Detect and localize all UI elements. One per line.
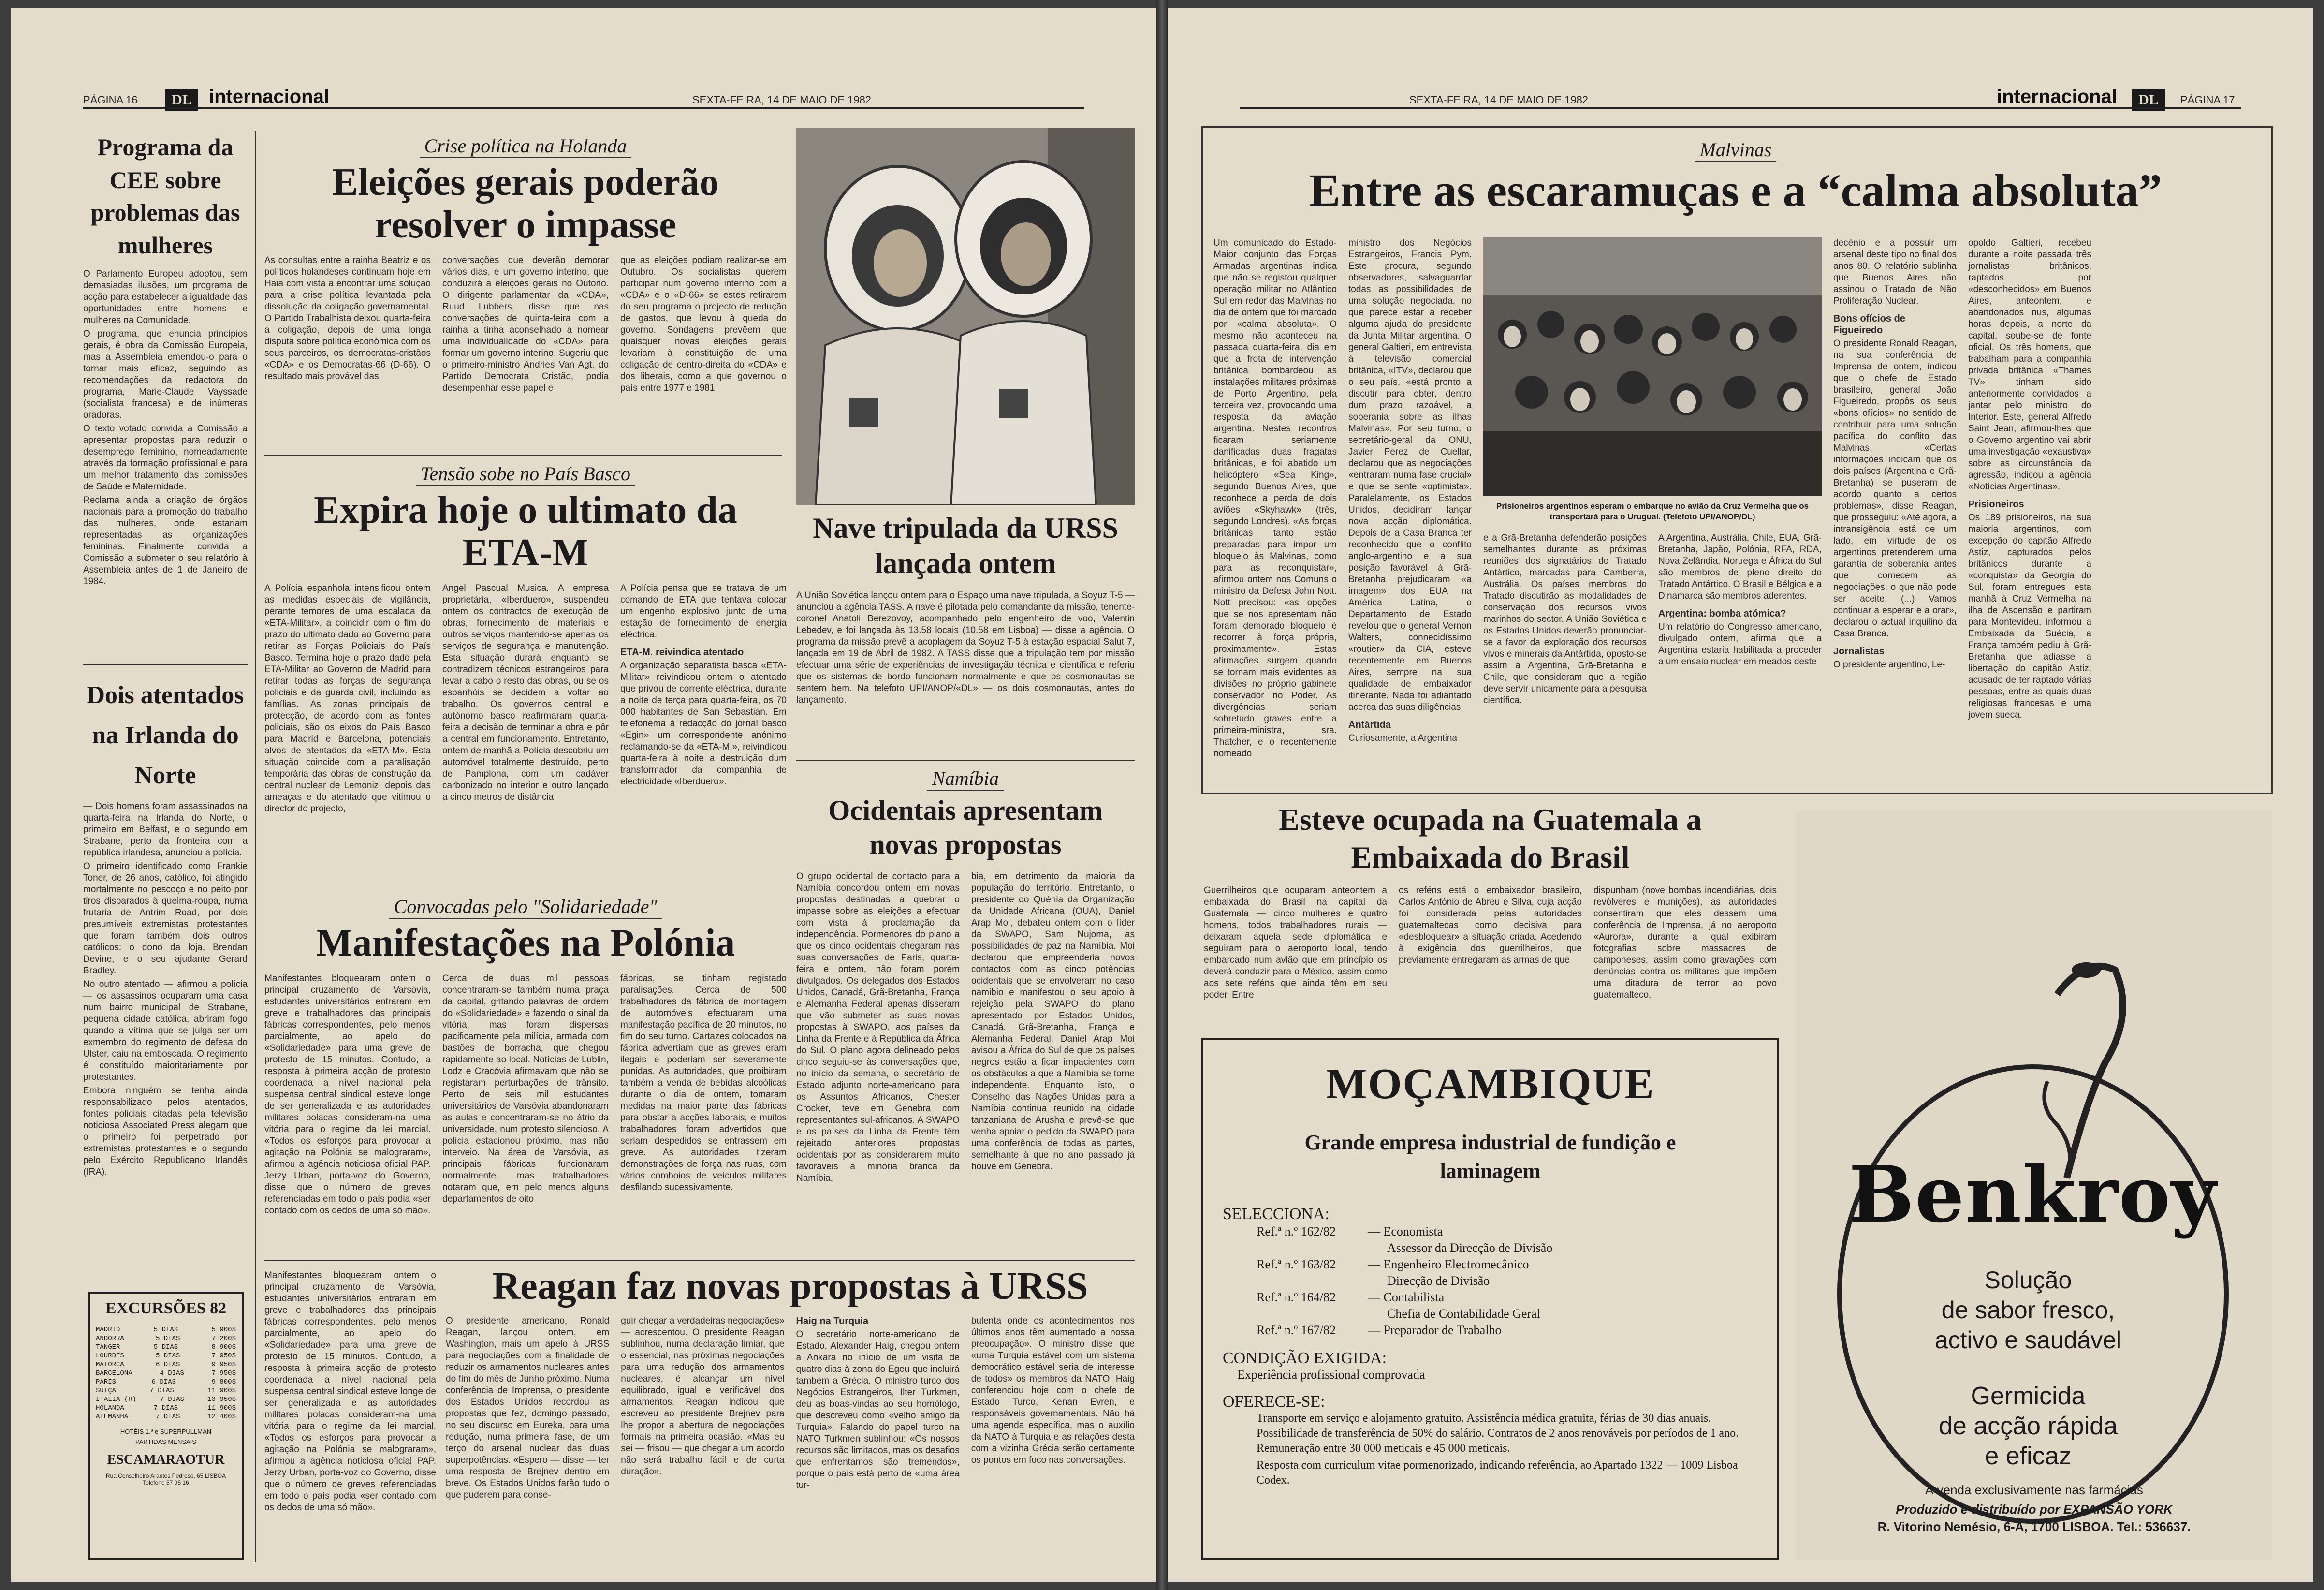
benkroy-producer: Produzido e distribuído por EXPANSÃO YORK <box>1896 1502 2173 1516</box>
job-role: Assessor da Direcção de Divisão <box>1387 1240 1553 1255</box>
excursion-dest: PARIS <box>96 1378 117 1386</box>
article-polonia <box>264 895 787 1244</box>
right-page-header <box>1168 79 2313 108</box>
excursion-price: 8 900$ <box>211 1343 236 1351</box>
left-page <box>11 8 1156 1582</box>
benkroy-claims: Germicida de acção rápida e eficaz <box>1938 1382 2118 1470</box>
excursion-price: 5 900$ <box>211 1326 236 1334</box>
hotels-note: HOTÉIS 1.ª e SUPERPULLMAN <box>120 1428 212 1435</box>
oferece-label: OFERECE-SE: <box>1223 1392 1325 1411</box>
excursion-price: 13 950$ <box>207 1396 236 1403</box>
excursion-days: 4 DIAS <box>160 1369 184 1377</box>
job-role: — Engenheiro Electromecânico <box>1368 1257 1529 1271</box>
excursion-dest: MADRID <box>96 1326 120 1334</box>
article-headline: Nave tripulada da URSS lançada ontem <box>813 512 1118 580</box>
excursion-days: 6 DIAS <box>155 1361 180 1369</box>
column-rule <box>255 131 256 1562</box>
excursion-row <box>96 1378 236 1386</box>
article-headline: Programa da CEE sobre problemas das mulheres <box>90 133 240 259</box>
article-cee <box>83 131 248 588</box>
article-kicker: Tensão sobe no País Basco <box>416 462 635 486</box>
job-role: Direcção de Divisão <box>1387 1273 1490 1288</box>
excursion-row <box>96 1386 236 1395</box>
benkroy-brand: Benkroy <box>1848 1149 2218 1240</box>
header-rule <box>83 107 1084 109</box>
job-row <box>1257 1322 1758 1339</box>
excursion-price: 11 900$ <box>207 1387 236 1395</box>
article-subhead: Prisioneiros <box>1968 499 2024 510</box>
article-body: A Polícia espanhola intensificou ontem as medidas especiais de vigilância, perante temores de uma escalada da «ETA-Militar», a coincidir com o fim do prazo do ultimato dado ao Governo para retirar as Forças Policiais do País Basco. Termina hoje o prazo dado pela ETA-Militar ao Governo de Madrid para retirar todas as forças de segurança policiais e da guarda civil, incluindo as famílias. As zonas principais de protecção, de acordo com as fontes policiais, são os eixos do País Basco para Madrid e Barcelona, potenciais alvos de atentados da «ETA-M». Esta situação coincide com a paralisação temporária das obras de construção da central nuclear de Lemoniz, depois das ameaças e do atentado que vitimou o director do projecto, Angel Pascual Musica. A empresa proprietária, «Iberduero», suspendeu ontem os contractos de execução de obras, fornecimento de materiais e outros serviços mantendo-se apenas os serviços de segurança e manutenção. Esta situação durará enquanto se contradizem técnicos estrangeiros para levar a cabo o resto das obras, ou se os espanhóis se decidem a voltar ao trabalho. Os governos central e autónomo basco reafirmaram quarta-feira a decisão de terminar a obra e pôr a central em funcionamento. Entretanto, ontem de manhã a Polícia descobriu um automóvel totalmente destruído, perto de Pamplona, com um cadáver carbonizado no interior e outro lançado a cinco metros de distância. A Polícia pensa que se tratava de um comando de ETA que tentava colocar um engenho explosivo junto de uma estação de fornecimento de energia eléctrica. ETA-M. reivindica atentado A organização separatista basca «ETA-Militar» reivindicou ontem o atentado que privou de corrente eléctrica, durante a noite de terça para quarta-feira, os 70 000 habitantes de San Sebastian. Em telefonema à redacção do jornal basco «Egin» um correspondente anónimo reclamando-se da «ETA-M.», reivindicou quarta-feira à noite a destruição dum transformador da companhia de electricidade «Iberduero». <box>264 583 787 814</box>
newspaper-logo-icon: DL <box>165 89 198 111</box>
article-body: Guerrilheiros que ocuparam anteontem a embaixada do Brasil na capital da Guatemala — cinco mulheres e quatro homens, todos trabalhadores rurais — deixaram aquela sede diplomática e seguiram para o aeroporto local, tendo embarcado num avião que em princípio os deverá conduzir para o México, assim como aos sete reféns que ainda têm em seu poder. Entre os reféns está o embaixador brasileiro, Carlos António de Abreu e Silva, cuja acção foi considerada pelas autoridades guatemaltecas como decisiva para «desbloquear» a situação criada. Acedendo à exigência dos guerrilheiros, que previamente entregaram as armas de que dispunham (nove bombas incendiárias, dois revólveres e munições), as autoridades consentiram que eles dessem uma conferência de Imprensa, já no aeroporto «Aurora», durante a qual exibiram fotografias sobre massacres de camponeses, assim como gravações com denúncias contra os militares que impõem uma ditadura de terror ao povo guatemalteco. <box>1204 885 1777 1001</box>
job-reference: Ref.ª n.º 162/82 <box>1257 1224 1336 1238</box>
advert-subtitle: Grande empresa industrial de fundição e laminagem <box>1304 1131 1676 1183</box>
article-headline: Ocidentais apresentam novas propostas <box>828 795 1103 860</box>
excursion-price: 12 400$ <box>207 1413 236 1421</box>
article-eta <box>264 462 787 873</box>
excursion-row <box>96 1352 236 1360</box>
condicao-label: CONDIÇÃO EXIGIDA: <box>1223 1349 1387 1367</box>
article-subhead: Antártida <box>1348 720 1391 730</box>
article-subhead: Haig na Turquia <box>796 1316 869 1326</box>
article-nave <box>796 511 1135 750</box>
resposta-text: Resposta com curriculum vitae pormenorizado, indicando referência, ao Apartado 1322 — 1009 Lisboa Codex. <box>1257 1458 1738 1487</box>
benkroy-advert <box>1796 810 2272 1560</box>
article-subhead: Bons ofícios de Figueiredo <box>1833 313 1905 336</box>
excursion-dest: TANGER <box>96 1343 120 1351</box>
article-headline: Eleições gerais poderão resolver o impasse <box>332 161 719 246</box>
article-holanda <box>264 134 787 443</box>
article-body: — Dois homens foram assassinados na quarta-feira na Irlanda do Norte, o primeiro em Belfast, e o segundo em Strabane, perto da fronteira com a república irlandesa, anunciou a polícia. O primeiro identificado como Frankie Toner, de 26 anos, católico, foi atingido mortalmente no pescoço e no peito por tiros disparados à queima-roupa, numa frutaria de Antrim Road, por dois presumíveis extremistas protestantes que foram também dois outros católicos: o dono da loja, Brendan Devine, e o seu ajudante Gerard Bradley. No outro atentado — afirmou a polícia — os assassinos ocuparam uma casa num bairro municipal de Strabane, pequena cidade católica, abriram fogo quando a vítima que se julga ser um exmembro do regimento de defesa do Ulster, caiu na emboscada. O regimento é constituído maioritariamente por protestantes. Embora ninguém se tenha ainda responsabilizado pelos atentados, fontes policiais citadas pela televisão noticiosa Associated Press alegam que o primeiro foi perpetrado por extremistas protestantes e o segundo pelo Exército Republicano Irlandês (IRA). <box>83 801 248 1177</box>
benkroy-sale-note: À venda exclusivamente nas farmácias <box>1925 1483 2143 1497</box>
article-headline: Dois atentados na Irlanda do Norte <box>87 681 244 790</box>
excursion-row <box>96 1413 236 1421</box>
job-reference: Ref.ª n.º 167/82 <box>1257 1323 1336 1337</box>
page-number: PÁGINA 16 <box>83 94 138 106</box>
divider <box>796 760 1135 761</box>
excursion-dest: MAIORCA <box>96 1361 124 1369</box>
excursion-price: 11 900$ <box>207 1404 236 1412</box>
excursion-days: 7 DIAS <box>149 1387 174 1395</box>
article-polonia-continued: Manifestantes bloquearam ontem o principal cruzamento de Varsóvia, estudantes universitários entraram em greve e trabalhadores das principais fábricas correspondentes, pelo menos parcialmente, ao apelo do «Solidariedade» para uma greve de protesto de 15 minutos. Contudo, a resposta à primeira acção de protesto coordenada a nível nacional pela suspensa central sindical esteve longe de ser generalizada e as autoridades militares polacas consideram-na uma vitória para o regime da lei marcial. «Todos os esforços para provocar a agitação na Polónia se malograram», afirmou a agência noticiosa oficial PAP. Jerzy Urban, porta-voz do Governo, disse que o número de greves referenciadas em todo o país podia «ser contado com os dedos de uma só mão». <box>264 1270 436 1513</box>
excursion-dest: ANDORRA <box>96 1335 124 1342</box>
advert-title: MOÇAMBIQUE <box>1326 1060 1655 1108</box>
job-reference: Ref.ª n.º 164/82 <box>1257 1290 1336 1304</box>
divider <box>83 664 248 665</box>
header-rule <box>1240 107 2241 109</box>
condicao-text: Experiência profissional comprovada <box>1237 1367 1425 1382</box>
article-reagan <box>446 1265 1135 1557</box>
job-reference <box>1257 1306 1368 1322</box>
job-row <box>1257 1256 1758 1273</box>
excursion-days: 7 DIAS <box>155 1413 180 1421</box>
excursion-row <box>96 1325 236 1334</box>
section-title: internacional <box>1997 86 2117 107</box>
job-row <box>1257 1306 1758 1322</box>
article-headline: Esteve ocupada na Guatemala a Embaixada do Brasil <box>1279 802 1702 875</box>
excursion-dest: LOURDES <box>96 1352 124 1360</box>
left-page-header <box>11 79 1156 108</box>
prisoners-illustration <box>1483 237 1822 496</box>
section-title: internacional <box>209 86 329 107</box>
excursion-list <box>96 1325 236 1421</box>
job-role: — Preparador de Trabalho <box>1368 1323 1502 1337</box>
excursion-days: 5 DIAS <box>153 1343 178 1351</box>
cosmonauts-illustration <box>796 128 1135 505</box>
excursion-price: 7 950$ <box>211 1352 236 1360</box>
agency-logo: ESCAMARAOTUR <box>107 1452 225 1467</box>
issue-date: SEXTA-FEIRA, 14 DE MAIO DE 1982 <box>1409 94 1589 106</box>
excursion-row <box>96 1360 236 1369</box>
photo-caption: Prisioneiros argentinos esperam o embarque no avião da Cruz Vermelha que os transportará para o Uruguai. (Telefoto UPI/ANOP/DL) <box>1496 501 1809 521</box>
excursion-price: 9 950$ <box>211 1361 236 1369</box>
partidas-note: PARTIDAS MENSAIS <box>135 1438 196 1445</box>
excursion-price: 9 800$ <box>211 1378 236 1386</box>
mocambique-advert <box>1201 1038 1779 1560</box>
malvinas-columns: Um comunicado do Estado-Maior conjunto das Forças Armadas argentinas indica que não se registou qualquer operação militar no Atlântico Sul em redor das Malvinas no dia de ontem que foi marcado por «calma absoluta». O mesmo não aconteceu na passada quarta-feira, dia em que a frota de intervenção britânica bombardeou as instalações militares próximas de Porto Argentino, pela terceira vez, provocando uma resposta da aviação argentina. Nestes recontros ficaram seriamente danificadas duas fragatas britânicas, e foi abatido um helicóptero «Sea King», segundo Buenos Aires, que reconhece a perda de dois aviões «Skyhawk» (três, segundo Londres). «As forças britânicas tanto estão preparadas para impor um bloqueio às Malvinas, como para as reconquistar», afirmou ontem nos Comuns o ministro da Defesa John Nott. Nott precisou: «as opções que se nos apresentam não foram demorado bloqueio é recorrer à força própria, proximamente». Estas afirmações surgem quando se tornam mais evidentes as divisões no próprio gabinete conservador no Poder. As divergências seriam sobretudo graves entre a primeira-ministra, sra. Thatcher, e o recentemente nomeado ministro dos Negócios Estrangeiros, Francis Pym. Este procura, segundo observadores, salvaguardar todas as possibilidades de uma solução negociada, no que parece estar a receber alguma ajuda do presidente da Junta Militar argentina. O general Galtieri, em entrevista à televisão comercial britânica, «ITV», declarou que o seu país, «está pronto a discutir para obter, dentro dum prazo razoável, a soberania sobre as ilhas Malvinas». Por seu turno, o secretário-geral da ONU, Javier Perez de Cuellar, declarou que as negociações «entraram numa fase crucial» e que se sente «optimista». Paralelamente, os Estados Unidos, decidiram lançar nova acção diplomática. Depois de a Casa Branca ter reconhecido que o conflito anglo-argentino e a sua posição favorável à Grã-Bretanha prejudicaram «a imagem» dos EUA na América Latina, o Departamento de Estado revelou que o general Vernon Walters, connecidíssimo «routier» da CIA, esteve recentemente em Buenos Aires, sempre na sua qualidade de embaixador itinerante. Nada foi adiantado acerca das suas diligências. Antártida Curiosamente, a Argentina Prisioneiros argentinos esperam o embarque no avião da Cruz Vermelha que os transportará para o Uruguai. (Telefoto UPI/ANOP/DL) e a Grã-Bretanha defenderão posições semelhantes durante as próximas reuniões dos signatários do Tratado Antártico, marcadas para Camberra, Austrália. Os países membros do Tratado discutirão as modalidades de conservação dos recursos vivos marinhos do sector. A União Soviética e os Estados Unidos deverão pronunciar-se a favor da exploração dos recursos vivos e minerais da Antártida, oposto-se assim a Argentina, Grã-Bretanha e Chile, que consideram que a região deve servir unicamente para a pesquisa científica. A Argentina, Austrália, Chile, EUA, Grã-Bretanha, Japão, Polónia, RFA, RDA, Nova Zelândia, Noruega e África do Sul são membros de pleno direito do Tratado Antártico. O Brasil e Bélgica e a Dinamarca são membros aderentes. Argentina: bomba atómica? Um relatório do Congresso americano, divulgado ontem, afirma que a Argentina estaria habilitada a proceder a um ensaio nuclear em meados deste decénio e a possuir um arsenal deste tipo no final dos anos 80. O relatório sublinha que Buenos Aires não assinou o Tratado de Não Proliferação Nuclear. Bons ofícios de Figueiredo O presidente Ronald Reagan, na sua conferência de Imprensa de ontem, indicou que o chefe de Estado brasileiro, general João Figueiredo, propôs os seus «bons ofícios» no sentido de contribuir para uma solução pacífica do conflito das Malvinas. «Certas informações indicam que os dois países (Argentina e Grã-Bretanha) se puseram de acordo quanto a certos problemas», disse Reagan, que prosseguiu: «Até agora, a intransigência está de um lado, em virtude de os argentinos pretenderem uma garantia de soberania antes que comecem as negociações, o que não pode ser aceite. (...) Vamos continuar a esperar e a orar», declarou o actual inquilino da Casa Branca. Jornalistas O presidente argentino, Le- opoldo Galtieri, recebeu durante a noite passada três jornalistas britânicos, raptados por «desconhecidos» em Buenos Aires, anteontem, e abandonados nus, algumas horas depois, a norte da capital, soube-se de fonte oficial. Os três homens, que trabalham para a companhia privada britânica «Thames TV» tinham sido anteriormente convidados a jantar pelo ministro do Interior. Este, general Alfredo Saint Jean, afirmou-lhes que o Governo argentino vai abrir uma investigação «exaustiva» sobre as circunstância da agressão, indicou a agência «Notícias Argentinas». Prisioneiros Os 189 prisioneiros, na sua maioria argentinos, com excepção do capitão Alfredo Astiz, capturados pelos britânicos durante a «conquista» da Georgia do Sul, foram entregues esta manhã à Cruz Vermelha na ilha de Ascensão e partiram para Montevideu, informou a Embaixada da Suécia, a França também pediu à Grã-Bretanha que adiasse a libertação do capitão Astiz, acusado de ter raptado várias pessoas, entre as quais duas religiosas francesas e uma jovem sueca. <box>1213 238 2091 759</box>
article-kicker: Crise política na Holanda <box>420 134 632 158</box>
issue-date: SEXTA-FEIRA, 14 DE MAIO DE 1982 <box>692 94 872 106</box>
benkroy-address: R. Vitorino Nemésio, 6-A, 1700 LISBOA. Tel.: 536637. <box>1877 1519 2191 1534</box>
article-body: O Parlamento Europeu adoptou, sem demasiadas ilusões, um programa de acção para estabelecer a igualdade das oportunidades entre homens e mulheres na Comunidade. O programa, que enuncia princípios gerais, é obra da Comissão Europeia, mas a Assembleia emendou-o para o tornar mais eficaz, seguindo as recomendações da redactora do programa, Marie-Claude Vayssade (socialista francesa) e de inúmeras oradoras. O texto votado convida a Comissão a apresentar propostas para reduzir o desemprego feminino, nomeadamente através da formação profissional e para um melhor tratamento das comissões de Saúde e Maternidade. Reclama ainda a criação de órgãos nacionais para a promoção do trabalho das mulheres, onde estariam representadas as organizações femininas. Finalmente convida a Comissão a submeter o seu relatório à Assembleia antes de 1 de Janeiro de 1984. <box>83 269 248 587</box>
agency-address: Rua Conselheiro Arantes Pedroso, 65 LISBOA Telefone 57 95 16 <box>105 1472 226 1486</box>
article-subhead: ETA-M. reivindica atentado <box>620 647 744 658</box>
job-role: Chefia de Contabilidade Geral <box>1387 1306 1540 1321</box>
excursion-dest: SUIÇA <box>96 1387 117 1395</box>
oferece-text: Transporte em serviço e alojamento gratuito. Assistência médica gratuita, férias de 30 dias anuais. Possibilidade de transferência de 50% do salário. Contratos de 2 anos renováveis por períodos de 1 ano. Remuneração entre 30 000 meticais e 45 000 meticais. <box>1257 1412 1739 1455</box>
excursion-dest: ALEMANHA <box>96 1413 129 1421</box>
article-body: A União Soviética lançou ontem para o Espaço uma nave tripulada, a Soyuz T-5 — anunciou a agência TASS. A nave é pilotada pelo comandante da missão, tenente-coronel Anatoli Berezovoy, acompanhado pelo engenheiro de voo, Valentin Lebedev, e foi lançada às 13.58 locais (10.58 em Lisboa) — disse a agência. O programa da missão prevê a acoplagem da Soyuz T-5 à estação espacial Salut 7, lançada em 19 de Abril de 1982. A TASS disse que a tripulação tem por missão efectuar uma série de experiências de investigação técnica e científica e referiu que os sistemas de bordo funcionam normalmente e que os cosmonautas se sentem bem. Na telefoto UPI/ANOP/«DL» — os dois cosmonautas, antes do lançamento. <box>796 590 1135 706</box>
article-body: O grupo ocidental de contacto para a Namíbia concordou ontem em novas propostas destinadas a quebrar o impasse sobre as eleições a efectuar com vista à proclamação da independência. Pormenores do plano a que os cinco ocidentais chegaram nas suas conversações de Paris, quarta-feira e ontem, não foram porém divulgados. Os delegados dos Estados Unidos, Canadá, Grã-Bretanha, França e Alemanha Federal apenas disseram que vão submeter as suas novas propostas à SWAPO, aos países da Linha da Frente e à República da África do Sul. O plano agora delineado pelos cinco seguiu-se às conversações que, no início da semana, o secretário de Estado adjunto norte-americano para os Assuntos Africanos, Chester Crocker, teve em Genebra com representantes sul-africanos. A SWAPO e os países da Linha da Frente têm rejeitado anteriores propostas ocidentais por as considerarem muito favoráveis à minoria branca da Namíbia, bia, em detrimento da maioria da população do território. Entretanto, o presidente do Quénia da Organização da Unidade Africana (OUA), Daniel Arap Moi, debateu ontem com o líder da SWAPO, Sam Nujoma, as possibilidades de paz na Namíbia. Moi declarou que empreenderia novos contactos com as cinco potências ocidentais que se envolveram no caso namibio e manifestou o seu apoio à rejeição pela SWAPO do plano apresentado por Estados Unidos, Canadá, Grã-Bretanha, França e Alemanha Federal. Daniel Arap Moi avisou a África do Sul de que os países negros estão a ficar impacientes com os obstáculos a que a Namíbia se torne independente. Enquanto isto, o Conselho das Nações Unidas para a Namíbia continua reunido na cidade tanzaniana de Arusha e prevê-se que venha apoiar o pedido da SWAPO para uma conferência de todas as partes, semelhante à que no ano passado já houve em Genebra. <box>796 871 1135 1183</box>
article-subhead: Jornalistas <box>1833 646 1885 657</box>
excursion-days: 5 DIAS <box>155 1352 180 1360</box>
prisoners-photo <box>1483 237 1822 496</box>
excursion-row <box>96 1395 236 1404</box>
article-namibia <box>796 767 1135 1238</box>
job-role: — Contabilista <box>1368 1290 1445 1304</box>
job-reference <box>1257 1240 1368 1256</box>
job-row <box>1257 1289 1758 1306</box>
article-kicker: Malvinas <box>1695 138 1777 162</box>
excursion-row <box>96 1404 236 1413</box>
job-role: — Economista <box>1368 1224 1443 1238</box>
article-body: O presidente americano, Ronald Reagan, lançou ontem, em Washington, mais um apelo à URSS para negociações com a finalidade de reduzir os armamentos nucleares antes do fim do mês de Junho próximo. Numa conferência de Imprensa, o presidente dos Estados Unidos recordou as propostas que fez, domingo passado, no seu discurso em Eureka, para uma redução, numa primeira fase, de um terço do arsenal nuclear das duas superpotências. «Espero — disse — ter uma resposta de Brejnev dentro em breve. Os Estados Unidos farão tudo o que puderem para conse- guir chegar a verdadeiras negociações» — acrescentou. O presidente Reagan sublinhou, numa declaração limiar, que o essencial, nas próximas negociações para uma redução dos armamentos nucleares, é alcançar um nível equilibrado, igual e verificável dos armamentos. Reagan indicou que escreveu ao presidente Brejnev para lhe propor a abertura de negociações formais na primeira ocasião. «Mas eu sei — frisou — que chegar a um acordo não será trabalho fácil e de curta duração». Haig na Turquia O secretário norte-americano de Estado, Alexander Haig, chegou ontem a Ankara no início de um visita de quatro dias à zona do Egeu que incluirá também a Grécia. O ministro turco dos Negócios Estrangeiros, Ilter Turkmen, deu as boas-vindas ao seu homólogo, que descreveu como «velho amigo da Turquia». Falando do papel turco na NATO Turkmen sublinhou: «Os nossos recursos são limitados, mas os desafios que enfrentamos são tremendos», porque o país está perto de «uma área tur- bulenta onde os acontecimentos nos últimos anos têm aumentado a nossa preocupação». O ministro disse que «uma Turquia estável com um sistema democrático estável seria de interesse de todos» os membros da NATO. Haig conferenciou hoje com o chefe de Estado Turco, Kenan Evren, e responsáveis governamentais. Não há uma agenda específica, mas o auxílio da NATO à Turquia e as relações desta com a vizinha Grécia serão certamente os pontos em foco nas conversações. <box>446 1316 1135 1500</box>
excursoes-advert <box>88 1292 244 1560</box>
excursion-days: 5 DIAS <box>153 1326 178 1334</box>
excursion-price: 7 200$ <box>211 1335 236 1342</box>
article-headline: Entre as escaramuças e a “calma absoluta” <box>1309 164 2162 216</box>
job-row <box>1257 1240 1758 1256</box>
excursion-row <box>96 1343 236 1352</box>
newspaper-logo-icon: DL <box>2132 89 2165 111</box>
selecciona-label: SELECCIONA: <box>1223 1205 1330 1223</box>
excursion-dest: ITALIA (R) <box>96 1396 137 1403</box>
benkroy-tagline: Solução de sabor fresco, activo e saudável <box>1934 1266 2122 1354</box>
article-body: Manifestantes bloquearam ontem o principal cruzamento de Varsóvia, estudantes universitários entraram em greve e trabalhadores das principais fábricas correspondentes, pelo menos parcialmente, ao apelo do «Solidariedade» para uma greve de protesto de 15 minutos. Contudo, a resposta à primeira acção de protesto coordenada a nível nacional pela suspensa central sindical esteve longe de ser generalizada e as autoridades militares polacas consideram-na uma vitória para o regime da lei marcial. «Todos os esforços para provocar a agitação na Polónia se malograram», afirmou a agência noticiosa oficial PAP. Jerzy Urban, porta-voz do Governo, disse que o número de greves referenciadas em todo o país podia «ser contado com os dedos de uma só mão». Cerca de duas mil pessoas concentraram-se também numa praça da capital, gritando palavras de ordem do «Solidariedade» e fazendo o sinal da vitória, mas foram dispersas pacificamente pela milícia, armada com bastões de borracha, que chegou rapidamente ao local. Notícias de Lublin, Lodz e Cracóvia afirmavam que não se registaram perturbações de trânsito. Perto de seis mil estudantes universitários de Varsóvia abandonaram as aulas e concentraram-se no átrio da universidade, num protesto silencioso. A polícia estacionou próximo, mas não interveio. Na área de Varsóvia, as principais fábricas funcionaram normalmente, mas trabalhadores notaram que, em pelo menos alguns departamentos de oito fábricas, se tinham registado paralisações. Cerca de 500 trabalhadores da fábrica de montagem de automóveis efectuaram uma manifestação pacífica de 20 minutos, no fim do seu turno. Cartazes colocados na fábrica advertiam que as greves eram ilegais e poderiam ser severamente punidas. As autoridades, que proibiram também a venda de bebidas alcoólicas durante o dia de ontem, tomaram medidas na maior parte das fábricas para obstar a acções laborais, e muitos trabalhadores foram advertidos que seriam despedidos se entrassem em greve. As autoridades tizeram demonstrações de força nas ruas, com vários comboios de veículos militares desfilando sucessivamente. <box>264 973 787 1216</box>
article-malvinas <box>1211 138 2260 226</box>
job-reference: Ref.ª n.º 163/82 <box>1257 1257 1336 1271</box>
job-list <box>1257 1223 1758 1339</box>
excursion-row <box>96 1334 236 1343</box>
excursion-days: 7 DIAS <box>160 1396 184 1403</box>
article-body: As consultas entre a rainha Beatriz e os políticos holandeses continuam hoje em Haia com vista a encontrar uma solução para a crise política levantada pela dissolução da coligação governamental. O Partido Trabalhista deixou quarta-feira a coligação, depois de uma longa disputa sobre política económica com os seus parceiros, os democratas-cristãos «CDA» e os Democratas-66 (D-66). O resultado mais provável das conversações que deverão demorar vários dias, é um governo interino, que conduzirá a eleições gerais no Outono. O dirigente parlamentar da «CDA», Ruud Lubbers, disse que nas conversações de quinta-feira com a rainha a tinha aconselhado a nomear uma individualidade do «CDA» para formar um governo interino. Sugeriu que o primeiro-ministro Andries Van Agt, do Partido Democrata Cristão, podia desempenhar esse papel e que as eleições podiam realizar-se em Outubro. Os socialistas querem participar num governo interino com a «CDA» e o «D-66» se estes retirarem do seu programa o projecto de redução de gastos, que levou à queda do governo. Sondagens prevêem que quaisquer novas eleições gerais levariam à constituição de uma coligação de centro-direita do «CDA» e dos liberais, como a que governou o país entre 1977 e 1981. <box>264 255 787 393</box>
right-page <box>1168 8 2313 1582</box>
article-headline: Expira hoje o ultimato da ETA-M <box>314 489 737 574</box>
job-row <box>1257 1273 1758 1289</box>
excursion-price: 7 950$ <box>211 1369 236 1377</box>
article-headline: Manifestações na Polónia <box>316 922 735 964</box>
page-fold <box>1156 0 1168 1590</box>
excursion-row <box>96 1369 236 1378</box>
article-subhead: Argentina: bomba atómica? <box>1658 608 1786 619</box>
article-guatemala <box>1204 801 1777 1030</box>
job-reference <box>1257 1273 1368 1289</box>
job-row <box>1257 1223 1758 1240</box>
page-number: PÁGINA 17 <box>2180 94 2235 106</box>
divider <box>264 1260 1135 1261</box>
excursion-days: 6 DIAS <box>151 1378 176 1386</box>
excursion-days: 7 DIAS <box>153 1404 178 1412</box>
article-irlanda <box>83 675 248 1265</box>
article-kicker: Convocadas pelo "Solidariedade" <box>389 895 662 919</box>
article-headline: Reagan faz novas propostas à URSS <box>492 1265 1088 1308</box>
article-kicker: Namíbia <box>927 767 1004 791</box>
divider <box>264 455 782 456</box>
excursion-dest: BARCELONA <box>96 1369 132 1377</box>
advert-title: EXCURSÕES 82 <box>105 1299 227 1317</box>
cosmonauts-photo <box>796 128 1135 505</box>
excursion-dest: HOLANDA <box>96 1404 124 1412</box>
excursion-days: 5 DIAS <box>155 1335 180 1342</box>
